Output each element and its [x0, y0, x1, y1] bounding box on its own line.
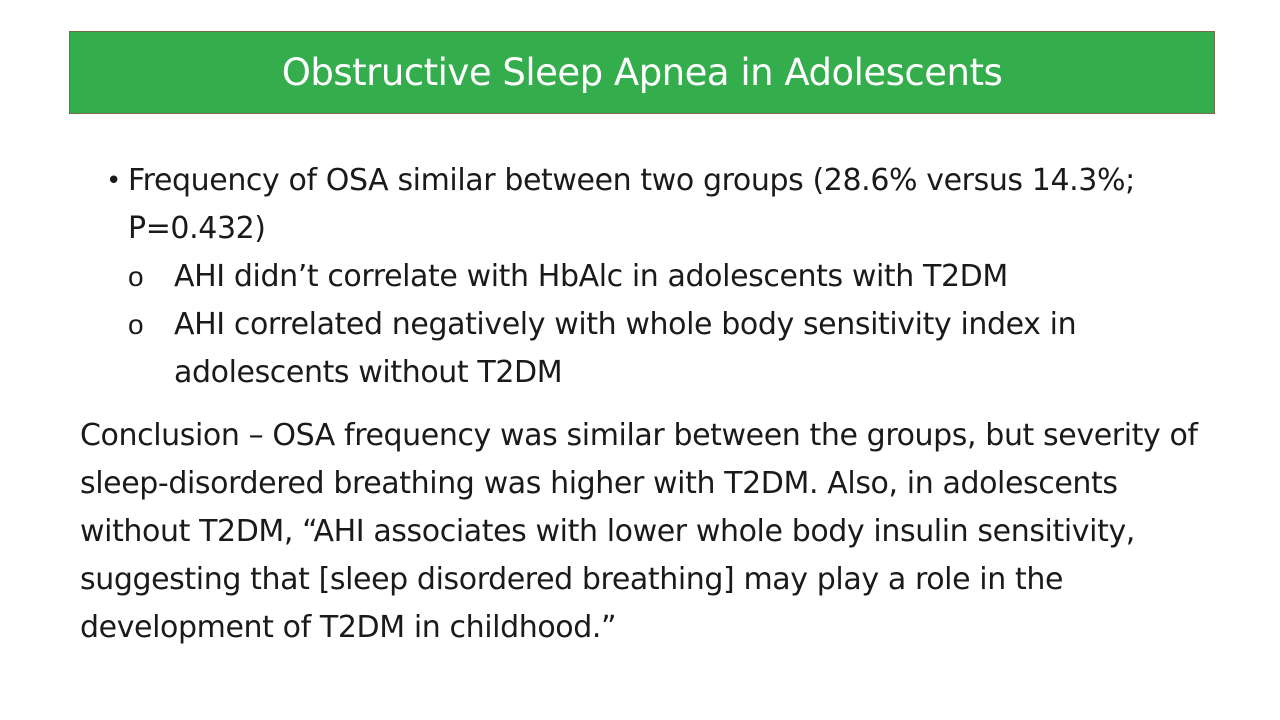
sub-bullet-item	[80, 301, 1220, 397]
bullet-text: Frequency of OSA similar between two groups (28.6% versus 14.3%; P=0.432)	[128, 163, 1135, 246]
bullet-marker: •	[106, 166, 121, 196]
slide-title: Obstructive Sleep Apnea in Adolescents	[281, 51, 1003, 94]
sub-bullet-item	[80, 253, 1220, 301]
sub-bullet-marker: o	[128, 309, 144, 340]
sub-bullet-marker: o	[128, 261, 144, 292]
bullet-item	[80, 157, 1220, 253]
title-banner	[69, 31, 1215, 114]
sub-bullet-text: AHI correlated negatively with whole body sensitivity index in adolescents without T2DM	[174, 307, 1077, 390]
conclusion-paragraph: Conclusion – OSA frequency was similar between the groups, but severity of sleep-disordered breathing was higher with T2DM. Also, in adolescents without T2DM, “AHI associates with lower whole body insulin sensitivity, suggesting that [sleep disordered breathing] may play a role in the development of T2DM in childhood.”	[80, 418, 1198, 645]
bullet-list	[80, 157, 1220, 397]
sub-bullet-text: AHI didn’t correlate with HbAlc in adolescents with T2DM	[174, 259, 1008, 294]
